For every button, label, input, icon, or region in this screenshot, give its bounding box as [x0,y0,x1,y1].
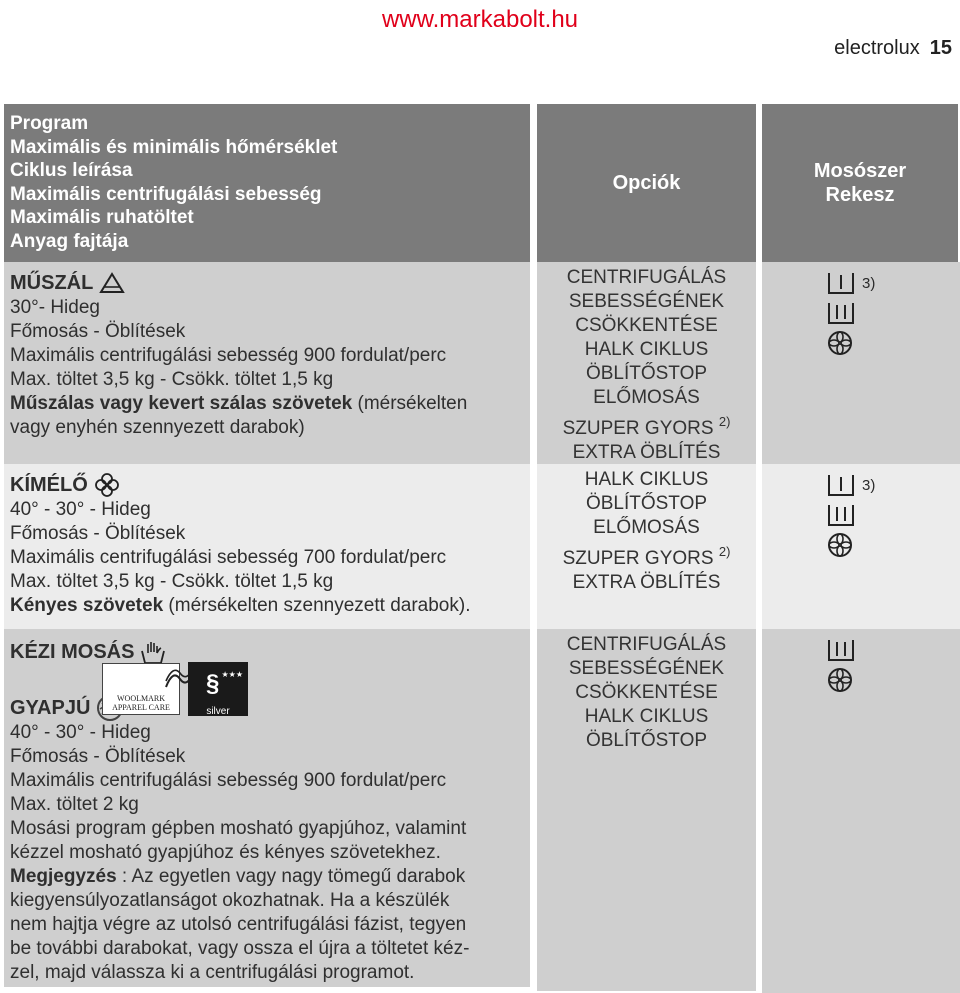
note-label: Megjegyzés [10,866,117,887]
option-item: HALK CIKLUS [584,706,709,727]
header-line: Maximális ruhatöltet [10,207,194,228]
detail-line: Max. töltet 2 kg [10,794,139,815]
detail-line: kézzel mosható gyapjúhoz és kényes szövetekhez. [10,842,441,863]
option-label: SZUPER GYORS [562,418,714,439]
header-line: Program [10,113,89,134]
option-item: SEBESSÉGÉNEK [568,658,725,679]
option-item [537,540,756,571]
compartment-1-icon [826,271,856,295]
compartment-2-icon [826,301,856,325]
silver-logo [188,662,248,716]
detail-line: Főmosás - Öblítések [10,523,186,544]
option-item: EXTRA ÖBLÍTÉS [572,442,721,463]
program-name: KÉZI MOSÁS [10,641,135,663]
detail-line: Maximális centrifugálási sebesség 900 fordulat/perc [10,770,447,791]
triangle-icon [99,272,125,294]
detail-line: 40° - 30° - Hideg [10,499,151,520]
option-item: SEBESSÉGÉNEK [568,291,725,312]
note-line: kiegyensúlyozatlanságot okozhatnak. Ha a készülék [10,890,450,911]
softener-flower-icon [826,531,854,559]
header-line: Anyag fajtája [10,230,129,252]
option-label: SZUPER GYORS [562,548,714,569]
program-title [10,639,530,665]
detail-line: Max. töltet 3,5 kg - Csökk. töltet 1,5 kg [10,369,334,390]
fabric-line [10,392,530,416]
option-item: CENTRIFUGÁLÁS [566,634,727,655]
option-item: CSÖKKENTÉSE [575,315,718,336]
header-compartment [762,104,958,262]
header-line: Maximális és minimális hőmérséklet [10,136,338,158]
header-line: Ciklus leírása [10,160,133,181]
footnote-ref: 3) [862,274,876,292]
certification-logos [102,662,248,716]
program-title [10,270,530,296]
note-line: zel, majd válassza ki a centrifugálási programot. [10,962,415,983]
header-line: Maximális centrifugálási sebesség [10,183,322,205]
fabric-line [10,594,530,618]
detail-line: Főmosás - Öblítések [10,746,186,767]
page-header [834,37,952,60]
option-item: EXTRA ÖBLÍTÉS [572,572,721,593]
option-item [537,410,756,441]
option-item: CENTRIFUGÁLÁS [566,267,727,288]
header-options-label: Opciók [612,172,681,194]
program-title [10,695,530,721]
compartment-1-icon [826,473,856,497]
footnote-ref: 3) [862,476,876,494]
note-line: be további darabokat, vagy ossza el újra a töltetet kéz- [10,938,470,959]
program-name: GYAPJÚ [10,697,91,719]
options-synthetic [537,262,756,468]
detail-line: Maximális centrifugálási sebesség 900 fordulat/perc [10,345,447,366]
fabric-desc: (mérsékelten [352,393,468,414]
woolmark-subtext: APPAREL CARE [112,703,170,712]
header-options [537,104,756,262]
header-program [4,104,530,262]
note-text: : Az egyetlen vagy nagy tömegű darabok [116,866,466,887]
options-wool [537,629,756,991]
program-delicate [4,464,530,629]
option-item: CSÖKKENTÉSE [575,682,718,703]
options-delicate [537,464,756,633]
page-number: 15 [929,37,952,59]
detail-line: Maximális centrifugálási sebesség 700 fordulat/perc [10,547,447,568]
header-compartment-line2: Rekesz [825,184,895,206]
option-item: HALK CIKLUS [584,469,709,490]
softener-flower-icon [826,329,854,357]
woolmark-logo [102,663,180,715]
header-compartment-line1: Mosószer [813,160,907,182]
detail-line: 30°- Hideg [10,297,100,318]
detail-line: Főmosás - Öblítések [10,321,186,342]
softener-flower-icon [826,666,854,694]
silver-label: silver [206,706,230,717]
site-url[interactable]: www.markabolt.hu [381,6,579,33]
compartment-2-icon [826,638,856,662]
option-item: ÖBLÍTŐSTOP [585,363,708,384]
detail-line: 40° - 30° - Hideg [10,722,151,743]
silver-s-icon: § [206,670,220,697]
option-item: ÖBLÍTŐSTOP [585,493,708,514]
compartment-2-icon [826,503,856,527]
program-synthetic [4,262,530,464]
program-name: MŰSZÁL [10,272,94,294]
compartment-delicate [762,464,960,635]
detail-line: Max. töltet 3,5 kg - Csökk. töltet 1,5 kg [10,571,334,592]
fabric-line: vagy enyhén szennyezett darabok) [10,417,305,438]
program-name: KÍMÉLŐ [10,474,88,496]
flower-icon [94,472,120,498]
silver-stars: ★★★ [221,670,243,679]
fabric-type: Kényes szövetek [10,595,164,616]
footnote-ref: 2) [718,414,731,429]
program-title [10,472,530,498]
woolmark-text: WOOLMARK [117,694,165,703]
option-item: ELŐMOSÁS [593,517,700,538]
compartment-wool [762,629,960,993]
note-line [10,865,530,889]
brand-name: electrolux [834,37,920,59]
fabric-desc: (mérsékelten szennyezett darabok). [163,595,471,616]
program-wool [4,629,530,987]
note-line: nem hajtja végre az utolsó centrifugálási fázist, tegyen [10,914,467,935]
compartment-synthetic [762,262,960,470]
detail-line: Mosási program gépben mosható gyapjúhoz, valamint [10,818,467,839]
fabric-type: Műszálas vagy kevert szálas szövetek [10,393,353,414]
option-item: ELŐMOSÁS [593,387,700,408]
option-item: HALK CIKLUS [584,339,709,360]
footnote-ref: 2) [718,544,731,559]
option-item: ÖBLÍTŐSTOP [585,730,708,751]
